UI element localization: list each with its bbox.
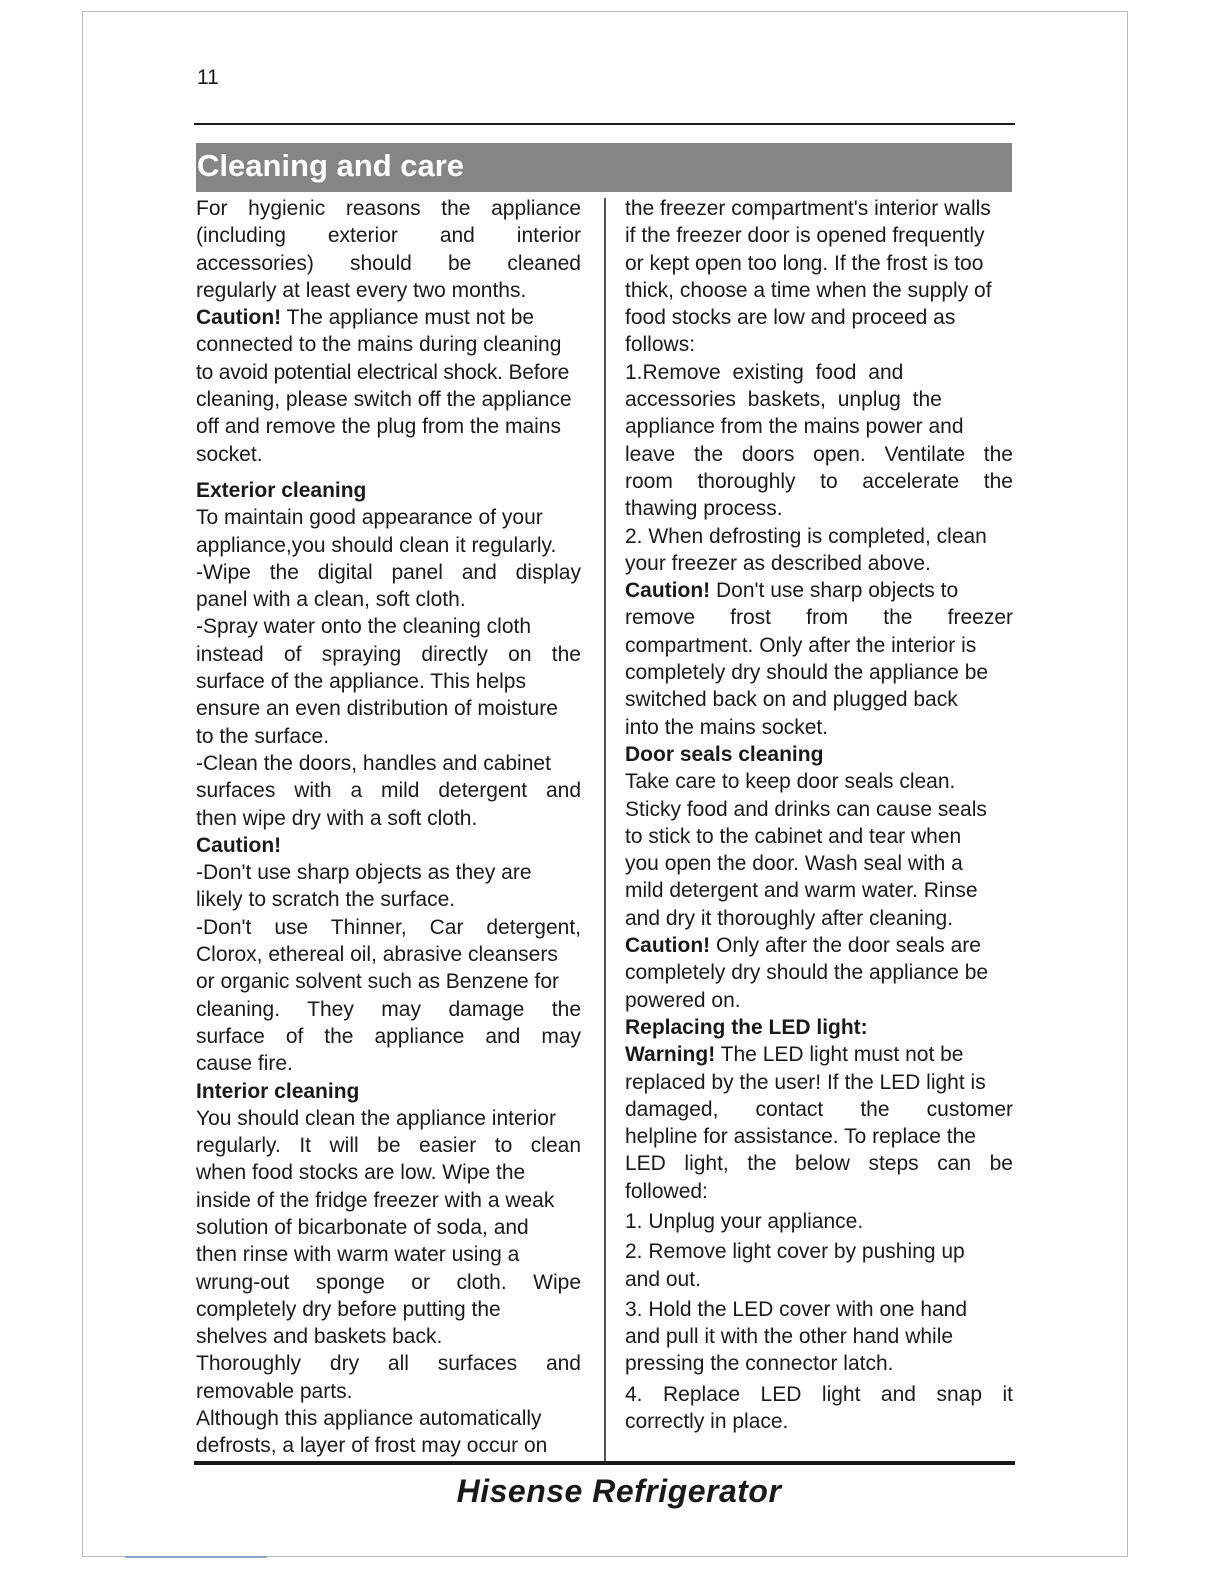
text-line: completely dry should the appliance be: [625, 661, 989, 685]
text-line: instead of spraying directly on the: [196, 642, 581, 666]
text-line: to avoid potential electrical shock. Before: [196, 360, 570, 384]
text-line: -Don't use sharp objects as they are: [196, 861, 532, 885]
text-line: surfaces with a mild detergent and: [196, 779, 581, 803]
text-line: if the freezer door is opened frequently: [625, 224, 985, 248]
text-line: removable parts.: [196, 1379, 353, 1403]
text-line: Sticky food and drinks can cause seals: [625, 797, 987, 821]
text-line: -Spray water onto the cleaning cloth: [196, 615, 532, 639]
text-line: your freezer as described above.: [625, 551, 931, 575]
text-line: follows:: [625, 333, 696, 357]
text-line: cleaning, please switch off the appliance: [196, 388, 572, 412]
text-line: For hygienic reasons the appliance: [196, 197, 581, 220]
text-line: wrung-out sponge or cloth. Wipe: [196, 1270, 581, 1294]
step-line: correctly in place.: [625, 1410, 789, 1434]
text-line: thick, choose a time when the supply of: [625, 278, 992, 302]
text-line: 1.Remove existing food and: [625, 360, 904, 384]
text-line: defrosts, a layer of frost may occur on: [196, 1434, 548, 1458]
text-line: regularly at least every two months.: [196, 278, 527, 302]
page-number: 11: [197, 66, 219, 89]
text-line: likely to scratch the surface.: [196, 888, 456, 912]
text-line: or kept open too long. If the frost is too: [625, 251, 984, 275]
text-line: replaced by the user! If the LED light is: [625, 1070, 986, 1094]
text-line: panel with a clean, soft cloth.: [196, 588, 466, 612]
text-line: accessories) should be cleaned: [196, 251, 581, 275]
caution-label: Caution!: [196, 306, 282, 330]
text-line: You should clean the appliance interior: [196, 1106, 556, 1130]
text-line: cause fire.: [196, 1052, 293, 1076]
text-line: then wipe dry with a soft cloth.: [196, 806, 478, 830]
heading-text: Exterior cleaning: [196, 478, 367, 502]
text-line: when food stocks are low. Wipe the: [196, 1161, 526, 1185]
text-line: appliance,you should clean it regularly.: [196, 533, 557, 557]
text-line: connected to the mains during cleaning: [196, 333, 562, 357]
text-line: Only after the door seals are: [710, 934, 981, 958]
text-line: compartment. Only after the interior is: [625, 633, 977, 657]
text-line: Thoroughly dry all surfaces and: [196, 1352, 581, 1376]
text-line: and dry it thoroughly after cleaning.: [625, 906, 954, 930]
section-title: Cleaning and care: [197, 148, 465, 183]
caution-line: [625, 932, 1013, 959]
column-divider: [604, 198, 606, 1461]
footer-brand-text: Hisense Refrigerator: [456, 1473, 782, 1509]
text-line: or organic solvent such as Benzene for: [196, 970, 560, 994]
text-line: Although this appliance automatically: [196, 1407, 542, 1431]
text-line: inside of the fridge freezer with a weak: [196, 1188, 555, 1212]
text-line: completely dry before putting the: [196, 1297, 501, 1321]
text-line: (including exterior and interior: [196, 224, 581, 248]
footer-brand: [0, 1473, 1224, 1510]
text-line: food stocks are low and proceed as: [625, 306, 956, 330]
step-line: 1. Unplug your appliance.: [625, 1209, 864, 1233]
text-line: off and remove the plug from the mains: [196, 415, 561, 439]
step-line: pressing the connector latch.: [625, 1352, 894, 1376]
warning-label: Warning!: [625, 1043, 716, 1067]
caution-label: Caution!: [196, 833, 282, 857]
page-edge-mark: [125, 1556, 267, 1558]
text-line: then rinse with warm water using a: [196, 1243, 520, 1267]
text-line: 2. When defrosting is completed, clean: [625, 524, 987, 548]
text-line: regularly. It will be easier to clean: [196, 1134, 581, 1158]
text-line: surface of the appliance and may: [196, 1024, 581, 1048]
text-line: Take care to keep door seals clean.: [625, 770, 956, 794]
text-line: room thoroughly to accelerate the: [625, 469, 1013, 493]
text-line: you open the door. Wash seal with a: [625, 852, 963, 876]
step-line: 2. Remove light cover by pushing up: [625, 1240, 965, 1264]
door-seals-heading: [625, 741, 1013, 768]
text-line: To maintain good appearance of your: [196, 506, 543, 530]
text-line: surface of the appliance. This helps: [196, 670, 526, 694]
text-line: damaged, contact the customer: [625, 1097, 1013, 1121]
text-line: socket.: [196, 442, 263, 466]
heading-text: Interior cleaning: [196, 1079, 360, 1103]
text-line: to stick to the cabinet and tear when: [625, 824, 962, 848]
text-line: -Clean the doors, handles and cabinet: [196, 751, 551, 775]
text-line: mild detergent and warm water. Rinse: [625, 879, 978, 903]
right-column: [625, 195, 1013, 1435]
text-line: -Don't use Thinner, Car detergent,: [196, 915, 581, 939]
text-line: shelves and baskets back.: [196, 1325, 443, 1349]
text-line: The LED light must not be: [715, 1043, 964, 1067]
text-line: the freezer compartment's interior walls: [625, 197, 991, 220]
text-line: ensure an even distribution of moisture: [196, 697, 558, 721]
text-line: to the surface.: [196, 724, 330, 748]
step-line: and out.: [625, 1267, 701, 1291]
bottom-rule: [194, 1461, 1015, 1465]
step-line: and pull it with the other hand while: [625, 1325, 954, 1349]
text-line: remove frost from the freezer: [625, 606, 1013, 630]
exterior-heading: [196, 477, 581, 504]
interior-heading: [196, 1078, 581, 1105]
led-heading: [625, 1014, 1013, 1041]
text-line: into the mains socket.: [625, 715, 829, 739]
text-line: followed:: [625, 1179, 708, 1203]
text-line: Clorox, ethereal oil, abrasive cleansers: [196, 943, 558, 967]
caution-heading: [196, 832, 581, 859]
text-line: -Wipe the digital panel and display: [196, 560, 581, 584]
text-line: thawing process.: [625, 497, 783, 521]
text-line: The appliance must not be: [281, 306, 535, 330]
text-line: powered on.: [625, 988, 741, 1012]
top-rule: [194, 123, 1015, 125]
text-line: appliance from the mains power and: [625, 415, 964, 439]
caution-line: [196, 304, 581, 331]
left-column: [196, 195, 581, 1460]
text-line: LED light, the below steps can be: [625, 1152, 1013, 1176]
caution-label: Caution!: [625, 579, 711, 603]
text-line: solution of bicarbonate of soda, and: [196, 1215, 529, 1239]
text-line: Don't use sharp objects to: [710, 579, 959, 603]
text-line: leave the doors open. Ventilate the: [625, 442, 1013, 466]
step-line: 3. Hold the LED cover with one hand: [625, 1297, 968, 1321]
caution-line: [625, 577, 1013, 604]
text-line: switched back on and plugged back: [625, 688, 958, 712]
heading-text: Replacing the LED light:: [625, 1015, 868, 1039]
step-line: 4. Replace LED light and snap it: [625, 1382, 1013, 1406]
text-line: helpline for assistance. To replace the: [625, 1125, 976, 1149]
caution-label: Caution!: [625, 934, 711, 958]
warning-line: [625, 1041, 1013, 1068]
heading-text: Door seals cleaning: [625, 742, 824, 766]
text-line: completely dry should the appliance be: [625, 961, 989, 985]
text-line: accessories baskets, unplug the: [625, 388, 942, 412]
text-line: cleaning. They may damage the: [196, 997, 581, 1021]
